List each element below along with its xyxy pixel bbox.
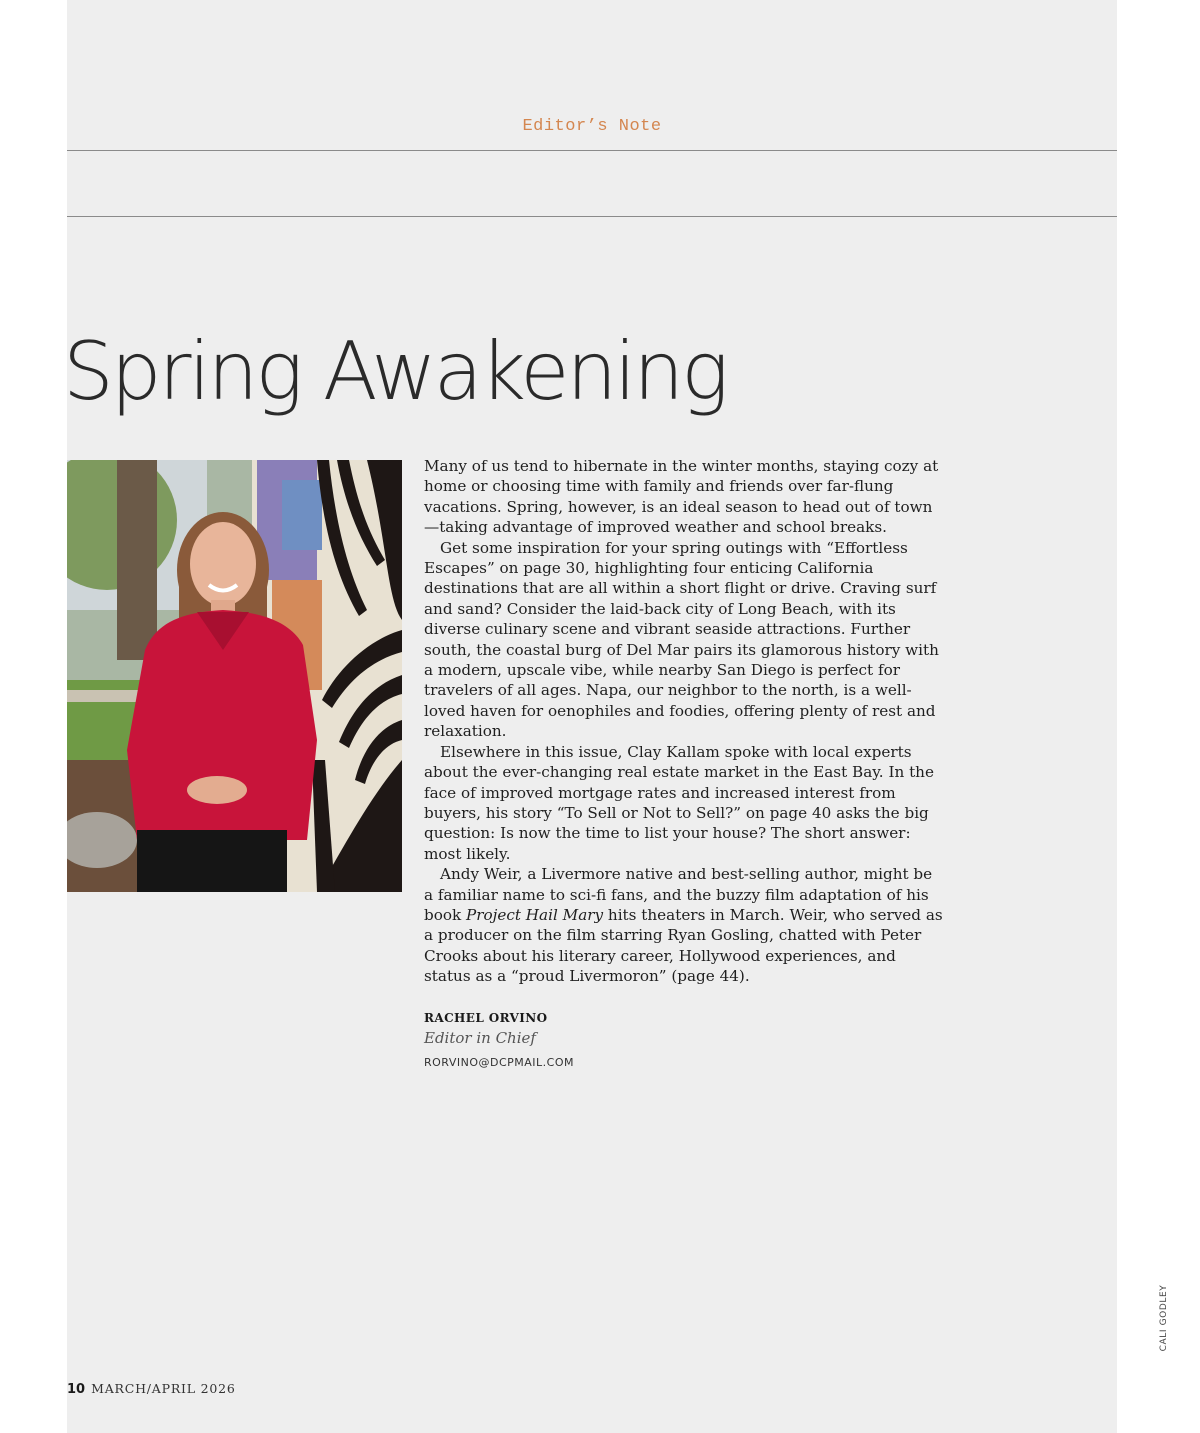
magazine-page [63,0,1117,1433]
editor-name: RACHEL ORVINO [424,1011,548,1025]
photo-credit: CALI GODLEY [1159,1284,1169,1352]
editor-portrait-photo [67,460,402,892]
editor-email[interactable]: RORVINO@DCPMAIL.COM [424,1056,574,1069]
bottom-divider [67,216,1117,217]
page-folio [67,1380,236,1398]
editor-signature [424,1010,924,1069]
page-number: 10 [67,1382,86,1397]
paragraph-text: hits theaters in March. Weir, who served as a producer on the film starring Ryan Gosling, chatted with Peter Crooks about his literary career, Hollywood experiences, and status as a “proud Livermoron” (page 44). [424,905,943,986]
editor-title: Editor in Chief [424,1029,536,1047]
article-body [424,456,944,987]
body-paragraph: Elsewhere in this issue, Clay Kallam spoke with local experts about the ever-changing real estate market in the East Bay. In the face of improved mortgage rates and increased interest from buyers, his story “To Sell or Not to Sell?” on page 40 asks the big question: Is now the time to list your house? The short answer: most likely. [424,742,934,863]
body-paragraph [424,864,944,986]
paragraph-text: Andy Weir, a Livermore native and best-selling author, might be a familiar name to sci-fi fans, and the buzzy film adaptation of his book [424,865,933,924]
issue-date: MARCH/APRIL 2026 [91,1381,236,1396]
section-label: Editor’s Note [522,117,662,136]
book-title: Project Hail Mary [466,905,604,924]
body-paragraph: Get some inspiration for your spring outings with “Effortless Escapes” on page 30, highlighting four enticing California destinations that are all within a short flight or drive. Craving surf and sand? Consider the laid-back city of Long Beach, with its diverse culinary scene and vibrant seaside attractions. Further south, the coastal burg of Del Mar pairs its glamorous history with a modern, upscale vibe, while nearby San Diego is perfect for travelers of all ages. Napa, our neighbor to the north, is a well-loved haven for oenophiles and foodies, offering plenty of rest and relaxation. [424,538,939,741]
top-divider [67,150,1117,151]
article-headline: Spring Awakening [63,325,727,418]
body-paragraph: Many of us tend to hibernate in the winter months, staying cozy at home or choosing time with family and friends over far-flung vacations. Spring, however, is an ideal season to head out of town—taking advantage of improved weather and school breaks. [424,457,939,537]
